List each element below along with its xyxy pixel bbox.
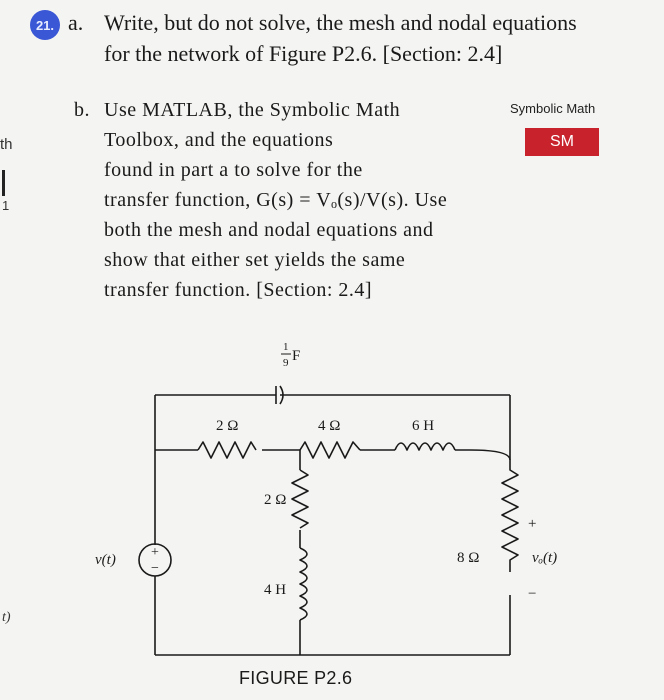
- sm-badge: SM: [525, 128, 599, 156]
- r1-label: 2 Ω: [216, 418, 239, 434]
- part-b-line-6: show that either set yields the same: [104, 249, 406, 271]
- margin-fragment-1: th: [0, 136, 13, 153]
- inductor-6h: [395, 443, 455, 450]
- capacitor-numerator: 1: [283, 341, 289, 353]
- margin-fragment-3: t): [2, 610, 11, 625]
- margin-fragment-2: 1: [2, 198, 10, 213]
- l1-label: 6 H: [412, 418, 435, 434]
- part-b-line-4: transfer function, G(s) = Vₒ(s)/V(s). Use: [104, 189, 448, 211]
- part-b-line-3: found in part a to solve for the: [104, 159, 363, 181]
- part-b-line-2: Toolbox, and the equations: [104, 129, 334, 151]
- resistor-2ohm-mid: [292, 470, 308, 528]
- inductor-4h: [300, 548, 307, 620]
- part-b-marker: b.: [74, 99, 90, 121]
- part-a-marker: a.: [68, 10, 84, 35]
- symbolic-math-label: Symbolic Math: [510, 101, 596, 116]
- source-plus: +: [151, 545, 159, 560]
- resistor-2ohm-top: [198, 442, 256, 458]
- r-mid-label: 2 Ω: [264, 492, 287, 508]
- l-mid-label: 4 H: [264, 582, 287, 598]
- resistor-4ohm: [300, 442, 360, 458]
- output-label: vₒ(t): [532, 550, 558, 566]
- output-minus: −: [528, 586, 537, 602]
- capacitor-unit: F: [292, 348, 301, 364]
- part-b-line-1: Use MATLAB, the Symbolic Math: [104, 99, 401, 121]
- r2-label: 4 Ω: [318, 418, 341, 434]
- source-label: v(t): [95, 552, 116, 568]
- figure-caption: FIGURE P2.6: [239, 668, 353, 688]
- source-minus: −: [151, 561, 159, 576]
- capacitor-denominator: 9: [283, 357, 289, 369]
- part-a-line-1: Write, but do not solve, the mesh and nodal equations: [104, 10, 577, 35]
- resistor-8ohm: [502, 460, 518, 572]
- r-out-label: 8 Ω: [457, 550, 480, 566]
- problem-number-badge: 21.: [30, 10, 60, 40]
- part-b-line-5: both the mesh and nodal equations and: [104, 219, 434, 241]
- part-b-line-7: transfer function. [Section: 2.4]: [104, 279, 373, 301]
- output-plus: +: [528, 516, 537, 532]
- part-a-line-2: for the network of Figure P2.6. [Section: 2.4]: [104, 41, 503, 66]
